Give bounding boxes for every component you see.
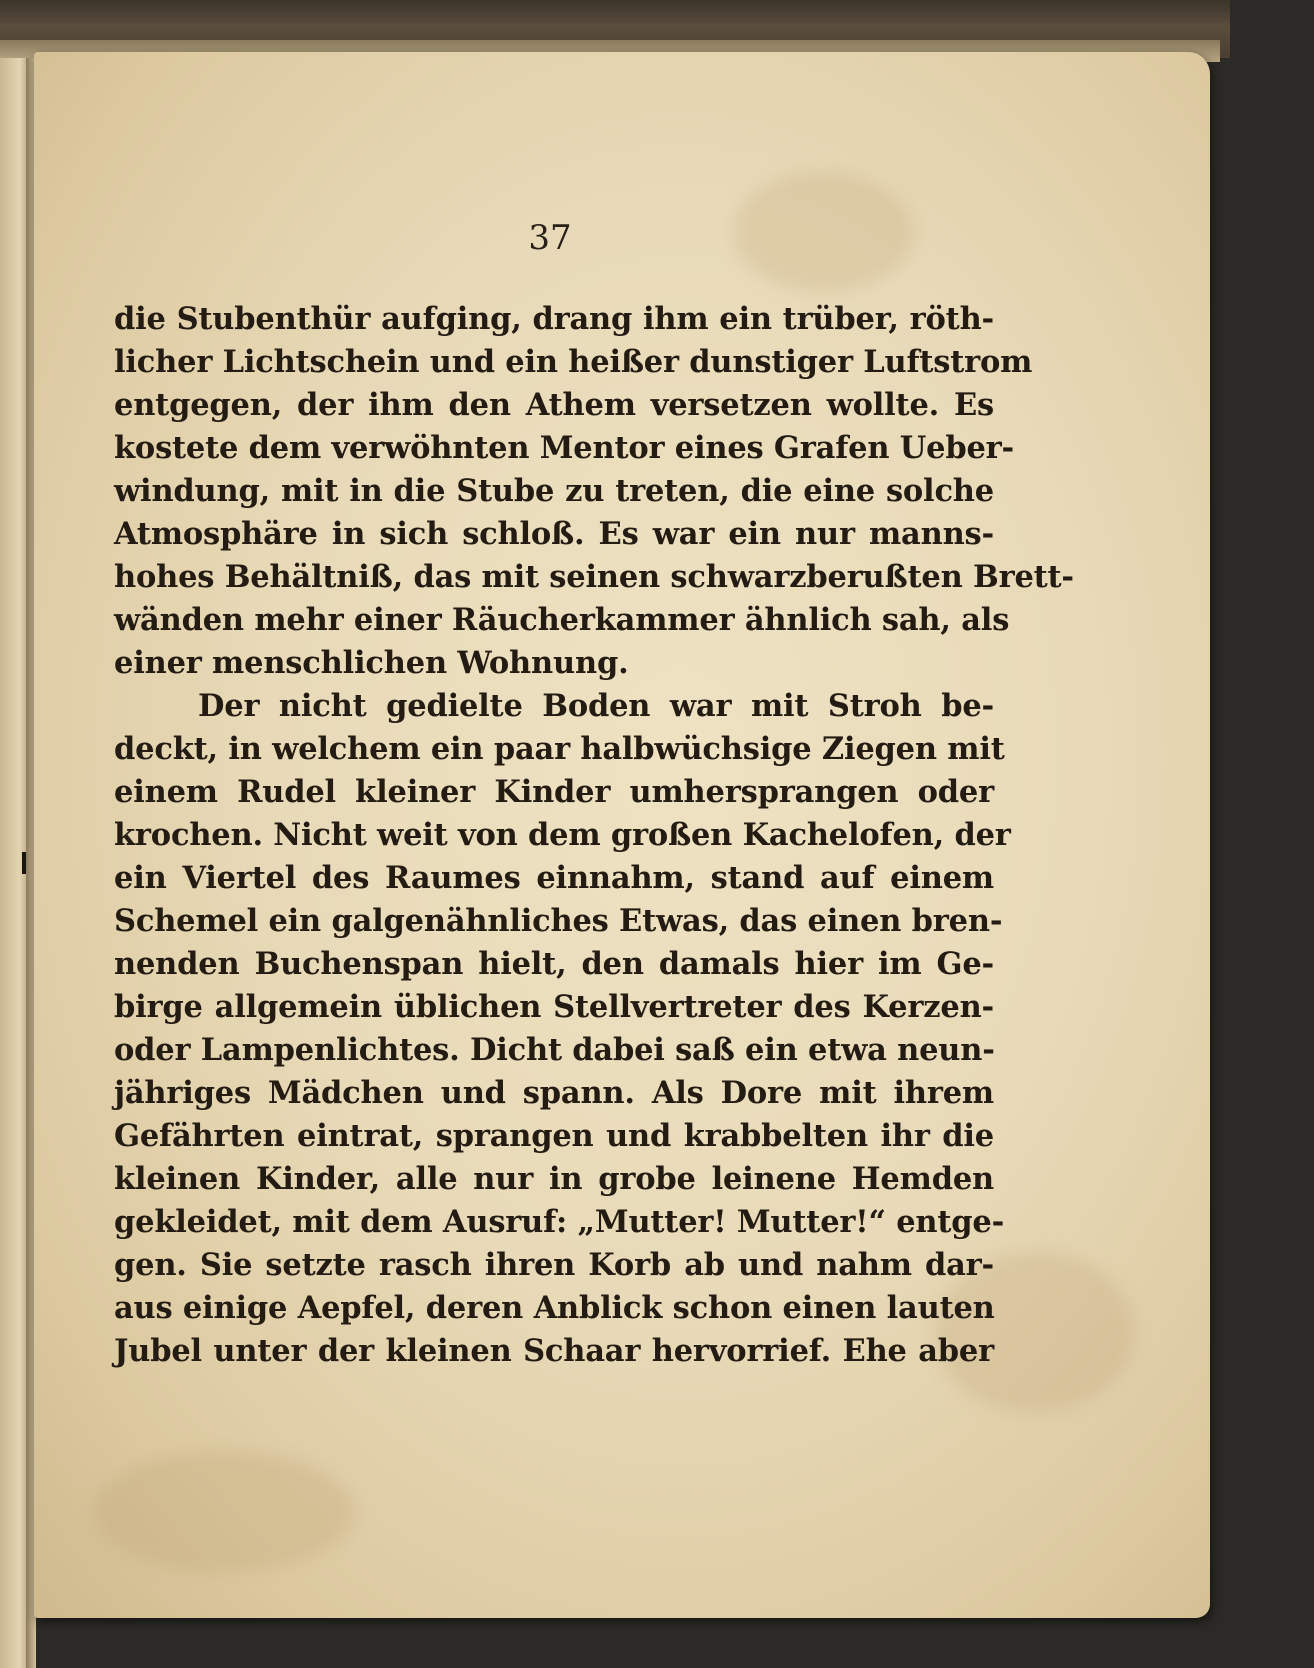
text-line: ein Viertel des Raumes einnahm, stand auf einem [114, 860, 994, 896]
text-line: Atmosphäre in sich schloß. Es war ein nur manns- [114, 516, 994, 552]
text-line: die Stubenthür aufging, drang ihm ein trüber, röth- [114, 301, 994, 337]
margin-mark [22, 852, 26, 874]
text-line: gekleidet, mit dem Ausruf: „Mutter! Mutter!“ entge- [114, 1204, 1005, 1240]
text-line: einem Rudel kleiner Kinder umhersprangen oder [114, 774, 994, 810]
text-line: Jubel unter der kleinen Schaar hervorrief. Ehe aber [114, 1333, 994, 1369]
text-line: nenden Buchenspan hielt, den damals hier im Ge- [114, 946, 994, 982]
text-line: wänden mehr einer Räucherkammer ähnlich sah, als [114, 602, 1010, 638]
text-line: jähriges Mädchen und spann. Als Dore mit ihrem [114, 1075, 994, 1111]
text-line: kleinen Kinder, alle nur in grobe leinene Hemden [114, 1161, 994, 1197]
text-line: Schemel ein galgenähnliches Etwas, das einen bren- [114, 903, 1003, 939]
text-line: oder Lampenlichtes. Dicht dabei saß ein etwa neun- [114, 1032, 995, 1068]
text-line: birge allgemein üblichen Stellvertreter des Kerzen- [114, 989, 994, 1025]
text-line: einer menschlichen Wohnung. [114, 645, 629, 681]
text-line: Gefährten eintrat, sprangen und krabbelten ihr die [114, 1118, 994, 1154]
body-text [114, 298, 1074, 1373]
text-line: kostete dem verwöhnten Mentor eines Grafen Ueber- [114, 430, 1014, 466]
text-line: entgegen, der ihm den Athem versetzen wollte. Es [114, 387, 994, 423]
text-line: gen. Sie setzte rasch ihren Korb ab und nahm dar- [114, 1247, 994, 1283]
text-line: deckt, in welchem ein paar halbwüchsige Ziegen mit [114, 731, 1005, 767]
text-line: hohes Behältniß, das mit seinen schwarzberußten Brett- [114, 559, 1074, 595]
paper-stain [94, 1452, 354, 1572]
text-line: windung, mit in die Stube zu treten, die eine solche [114, 473, 994, 509]
text-line: licher Lichtschein und ein heißer dunstiger Luftstrom [114, 344, 1033, 380]
text-line: aus einige Aepfel, deren Anblick schon einen lauten [114, 1290, 995, 1326]
text-line: Der nicht gedielte Boden war mit Stroh be- [198, 688, 994, 724]
text-line: krochen. Nicht weit von dem großen Kachelofen, der [114, 817, 1011, 853]
page-number: 37 [528, 218, 572, 258]
